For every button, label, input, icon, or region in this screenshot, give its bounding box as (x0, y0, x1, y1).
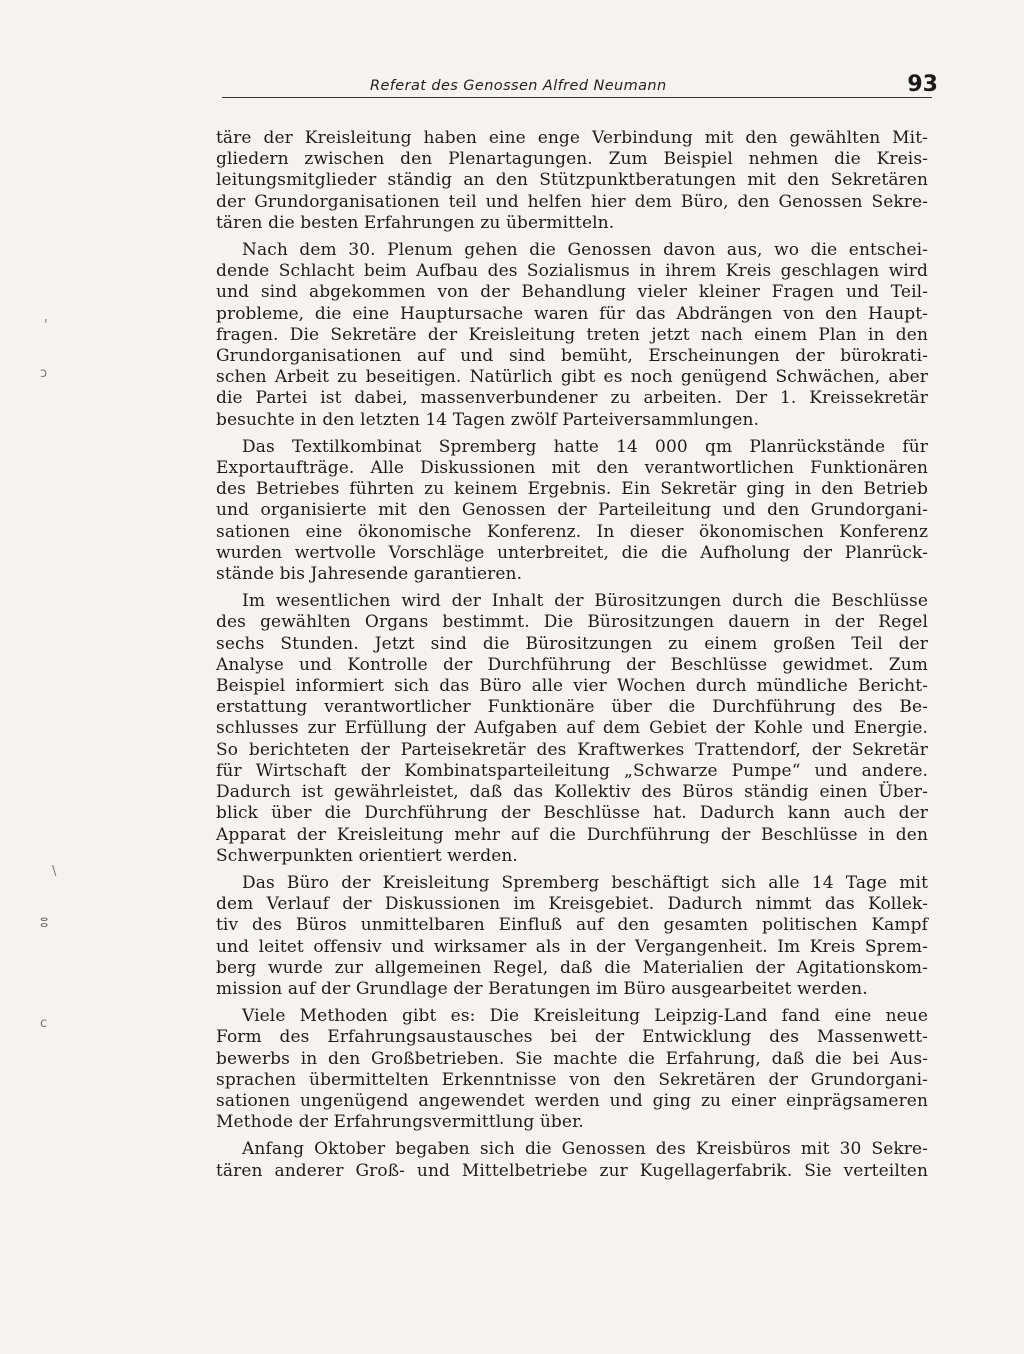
page-number: 93 (907, 72, 938, 97)
header-rule (222, 97, 932, 98)
text-line: mission auf der Grundlage der Beratungen im Büro ausgearbeitet werden. (216, 978, 868, 999)
running-title: Referat des Genossen Alfred Neumann (370, 78, 667, 94)
body-text (216, 128, 928, 1188)
text-line: blick über die Durchführung der Beschlüsse hat. Dadurch kann auch der (216, 803, 928, 824)
text-line: sechs Stunden. Jetzt sind die Bürositzungen zu einem großen Teil der (216, 633, 928, 654)
text-line: und leitet offensiv und wirksamer als in der Vergangenheit. Im Kreis Sprem- (216, 936, 928, 957)
text-line: dende Schlacht beim Aufbau des Sozialismus in ihrem Kreis geschlagen wird (216, 261, 928, 282)
text-line: sationen ungenügend angewendet werden und ging zu einer einprägsameren (216, 1090, 928, 1111)
margin-mark: ↄ (40, 366, 48, 381)
text-line: So berichteten der Parteisekretär des Kraftwerkes Trattendorf, der Sekretär (216, 739, 928, 760)
paragraph (216, 873, 928, 1000)
text-line: probleme, die eine Hauptursache waren für das Abdrängen von den Haupt- (216, 303, 928, 324)
text-line: des Betriebes führten zu keinem Ergebnis. Ein Sekretär ging in den Betrieb (216, 479, 928, 500)
text-line: der Grundorganisationen teil und helfen hier dem Büro, den Genossen Sekre- (216, 191, 928, 212)
text-line: die Partei ist dabei, massenverbundener zu arbeiten. Der 1. Kreissekretär (216, 388, 928, 409)
text-line: Nach dem 30. Plenum gehen die Genossen davon aus, wo die entschei- (242, 240, 928, 261)
text-line: schlusses zur Erfüllung der Aufgaben auf dem Gebiet der Kohle und Energie. (216, 718, 928, 739)
text-line: Anfang Oktober begaben sich die Genossen des Kreisbüros mit 30 Sekre- (242, 1139, 928, 1160)
text-line: erstattung verantwortlicher Funktionäre über die Durchführung des Be- (216, 697, 928, 718)
paragraph (216, 437, 928, 585)
text-line: für Wirtschaft der Kombinatsparteileitung „Schwarze Pumpe“ und andere. (216, 760, 928, 781)
text-line: Form des Erfahrungsaustausches bei der Entwicklung des Massenwett- (216, 1027, 928, 1048)
margin-mark: \ (52, 864, 57, 879)
text-line: tären die besten Erfahrungen zu übermitteln. (216, 212, 615, 233)
text-line: Apparat der Kreisleitung mehr auf die Durchführung der Beschlüsse in den (216, 824, 928, 845)
paragraph (216, 128, 928, 234)
text-line: leitungsmitglieder ständig an den Stützpunktberatungen mit den Sekretären (216, 170, 928, 191)
text-line: Das Textilkombinat Spremberg hatte 14 000 qm Planrückstände für (242, 436, 928, 457)
text-line: Exportaufträge. Alle Diskussionen mit den verantwortlichen Funktionären (216, 458, 928, 479)
text-line: Schwerpunkten orientiert werden. (216, 845, 518, 866)
text-line: wurden wertvolle Vorschläge unterbreitet, die die Aufholung der Planrück- (216, 542, 928, 563)
text-line: bewerbs in den Großbetrieben. Sie machte die Erfahrung, daß die bei Aus- (216, 1048, 928, 1069)
text-line: Dadurch ist gewährleistet, daß das Kollektiv des Büros ständig einen Über- (216, 782, 928, 803)
text-line: Grundorganisationen auf und sind bemüht, Erscheinungen der bürokrati- (216, 346, 928, 367)
margin-mark: ' (44, 318, 48, 333)
paragraph (216, 1139, 928, 1181)
text-line: dem Verlauf der Diskussionen im Kreisgebiet. Dadurch nimmt das Kollek- (216, 894, 928, 915)
margin-mark: ⵓ (40, 916, 49, 931)
text-line: täre der Kreisleitung haben eine enge Verbindung mit den gewählten Mit- (216, 128, 928, 148)
paragraph (216, 240, 928, 431)
page-header (222, 70, 938, 100)
text-line: und organisierte mit den Genossen der Parteileitung und den Grundorgani- (216, 500, 928, 521)
text-line: berg wurde zur allgemeinen Regel, daß die Materialien der Agitationskom- (216, 957, 928, 978)
text-line: Viele Methoden gibt es: Die Kreisleitung Leipzig-Land fand eine neue (242, 1006, 928, 1027)
text-line: Analyse und Kontrolle der Durchführung der Beschlüsse gewidmet. Zum (216, 654, 928, 675)
text-line: tären anderer Groß- und Mittelbetriebe zur Kugellagerfabrik. Sie verteilten (216, 1160, 928, 1181)
margin-mark: c (40, 1016, 48, 1031)
text-line: Beispiel informiert sich das Büro alle vier Wochen durch mündliche Bericht- (216, 676, 928, 697)
text-line: gliedern zwischen den Plenartagungen. Zum Beispiel nehmen die Kreis- (216, 149, 928, 170)
text-line: sprachen übermittelten Erkenntnisse von den Sekretären der Grundorgani- (216, 1069, 928, 1090)
text-line: sationen eine ökonomische Konferenz. In dieser ökonomischen Konferenz (216, 521, 928, 542)
text-line: fragen. Die Sekretäre der Kreisleitung treten jetzt nach einem Plan in den (216, 324, 928, 345)
text-line: besuchte in den letzten 14 Tagen zwölf Parteiversammlungen. (216, 409, 760, 430)
text-line: tiv des Büros unmittelbaren Einfluß auf den gesamten politischen Kampf (216, 915, 928, 936)
text-line: stände bis Jahresende garantieren. (216, 564, 523, 585)
text-line: und sind abgekommen von der Behandlung vieler kleiner Fragen und Teil- (216, 282, 928, 303)
paragraph (216, 591, 928, 867)
text-line: schen Arbeit zu beseitigen. Natürlich gibt es noch genügend Schwächen, aber (216, 367, 928, 388)
text-line: Im wesentlichen wird der Inhalt der Bürositzungen durch die Beschlüsse (242, 591, 928, 612)
text-line: Das Büro der Kreisleitung Spremberg beschäftigt sich alle 14 Tage mit (242, 872, 928, 893)
text-line: des gewählten Organs bestimmt. Die Bürositzungen dauern in der Regel (216, 612, 928, 633)
text-line: Methode der Erfahrungsvermittlung über. (216, 1112, 584, 1133)
paragraph (216, 1006, 928, 1133)
